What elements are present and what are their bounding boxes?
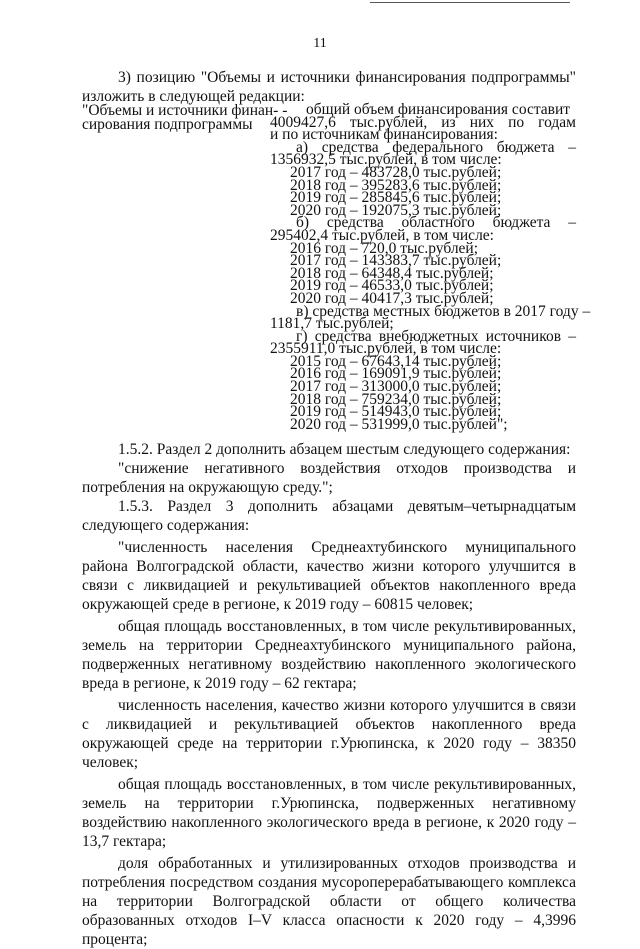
page-number: 11 bbox=[313, 36, 327, 51]
financing-line: 295402,4 тыс.рублей, в том числе: bbox=[270, 226, 494, 244]
financing-line: б) средства областного бюджета – bbox=[296, 214, 576, 232]
financing-label-line1: "Объемы и источники финан- - bbox=[82, 102, 288, 119]
financing-line: 2018 год – 395283,6 тыс.рублей; bbox=[290, 176, 502, 194]
financing-line: 2018 год – 64348,4 тыс.рублей; bbox=[290, 264, 494, 282]
financing-line: и по источникам финансирования: bbox=[270, 126, 498, 144]
paragraph-1-5-2: 1.5.2. Раздел 2 дополнить абзацем шестым следующего содержания: bbox=[118, 441, 571, 458]
financing-line: 2020 год – 40417,3 тыс.рублей; bbox=[290, 289, 494, 307]
financing-line: в) средства местных бюджетов в 2017 году – bbox=[296, 302, 591, 320]
financing-label bbox=[82, 102, 288, 133]
financing-line: 2355911,0 тыс.рублей, в том числе: bbox=[270, 340, 502, 358]
financing-line: г) средства внебюджетных источников – bbox=[296, 327, 576, 345]
paragraph-area-sredneakhtubinsky: общая площадь восстановленных, в том числе рекультивированных, земель на территории Среднеахтубинского муниципального района, подверженных негативному воздействию накопленного экологического вреда в регионе, к 2019 году – 62 гектара; bbox=[82, 618, 576, 692]
paragraph-waste-processing-share: доля обработанных и утилизированных отходов производства и потребления посредством создания мусороперерабатывающего комплекса на территории Волгоградской области от общего количества образованных отходов I–V класса опасности к 2020 году – 4,3996 процента; bbox=[82, 855, 576, 948]
financing-line: 1181,7 тыс.рублей; bbox=[270, 315, 394, 333]
financing-line: 2017 год – 313000,0 тыс.рублей; bbox=[290, 378, 502, 396]
financing-line: 2017 год – 483728,0 тыс.рублей; bbox=[290, 163, 502, 181]
paragraph-population-sredneakhtubinsky: "численность населения Среднеахтубинского муниципального района Волгоградской области, качество жизни которого улучшится в связи с ликвидацией и рекультивацией объектов накопленного вреда окружающей среде в регионе, к 2019 году – 60815 человек; bbox=[82, 539, 576, 613]
financing-details bbox=[270, 101, 591, 433]
financing-line: 2020 год – 531999,0 тыс.рублей"; bbox=[290, 415, 508, 433]
body-text bbox=[82, 440, 576, 949]
financing-line: а) средства федерального бюджета – bbox=[296, 138, 576, 156]
paragraph-1-5-3: 1.5.3. Раздел 3 дополнить абзацами девятым–четырнадцатым следующего содержания: bbox=[82, 498, 576, 534]
financing-line: 2019 год – 46533,0 тыс.рублей; bbox=[290, 277, 494, 295]
financing-line: общий объем финансирования составит bbox=[306, 101, 571, 118]
financing-line: 1356932,5 тыс.рублей, в том числе: bbox=[270, 151, 502, 169]
paragraph-quote-waste-impact: "снижение негативного воздействия отходов производства и потребления на окружающую среду."; bbox=[82, 460, 576, 496]
financing-label-line2: сирования подпрограммы bbox=[82, 116, 253, 133]
financing-line: 2018 год – 759234,0 тыс.рублей; bbox=[290, 390, 502, 408]
paragraph-area-uryupinsk: общая площадь восстановленных, в том числе рекультивированных, земель на территории г.Урюпинска, подверженных негативному воздействию накопленного экологического вреда в регионе, к 2020 году – 13,7 гектара; bbox=[82, 776, 576, 850]
financing-line: 2016 год – 720,0 тыс.рублей; bbox=[290, 239, 479, 257]
financing-line: 2020 год – 192075,3 тыс.рублей; bbox=[290, 201, 502, 219]
financing-line: 2019 год – 285845,6 тыс.рублей; bbox=[290, 189, 502, 207]
financing-line: 2017 год – 143383,7 тыс.рублей; bbox=[290, 252, 502, 270]
item-3-intro-line2: изложить в следующей редакции: bbox=[82, 88, 305, 105]
financing-line: 2015 год – 67643,14 тыс.рублей; bbox=[290, 352, 502, 370]
financing-line: 4009427,6 тыс.рублей, из них по годам bbox=[270, 113, 576, 131]
header-rule bbox=[370, 2, 570, 3]
item-3-intro-line1: 3) позицию "Объемы и источники финансирования подпрограммы" bbox=[118, 69, 576, 86]
paragraph-population-uryupinsk: численность населения, качество жизни которого улучшится в связи с ликвидацией и рекультивацией объектов накопленного вреда окружающей среде на территории г.Урюпинска, к 2020 году – 38350 человек; bbox=[82, 697, 576, 771]
financing-line: 2016 год – 169091,9 тыс.рублей; bbox=[290, 365, 502, 383]
financing-line: 2019 год – 514943,0 тыс.рублей; bbox=[290, 403, 502, 421]
